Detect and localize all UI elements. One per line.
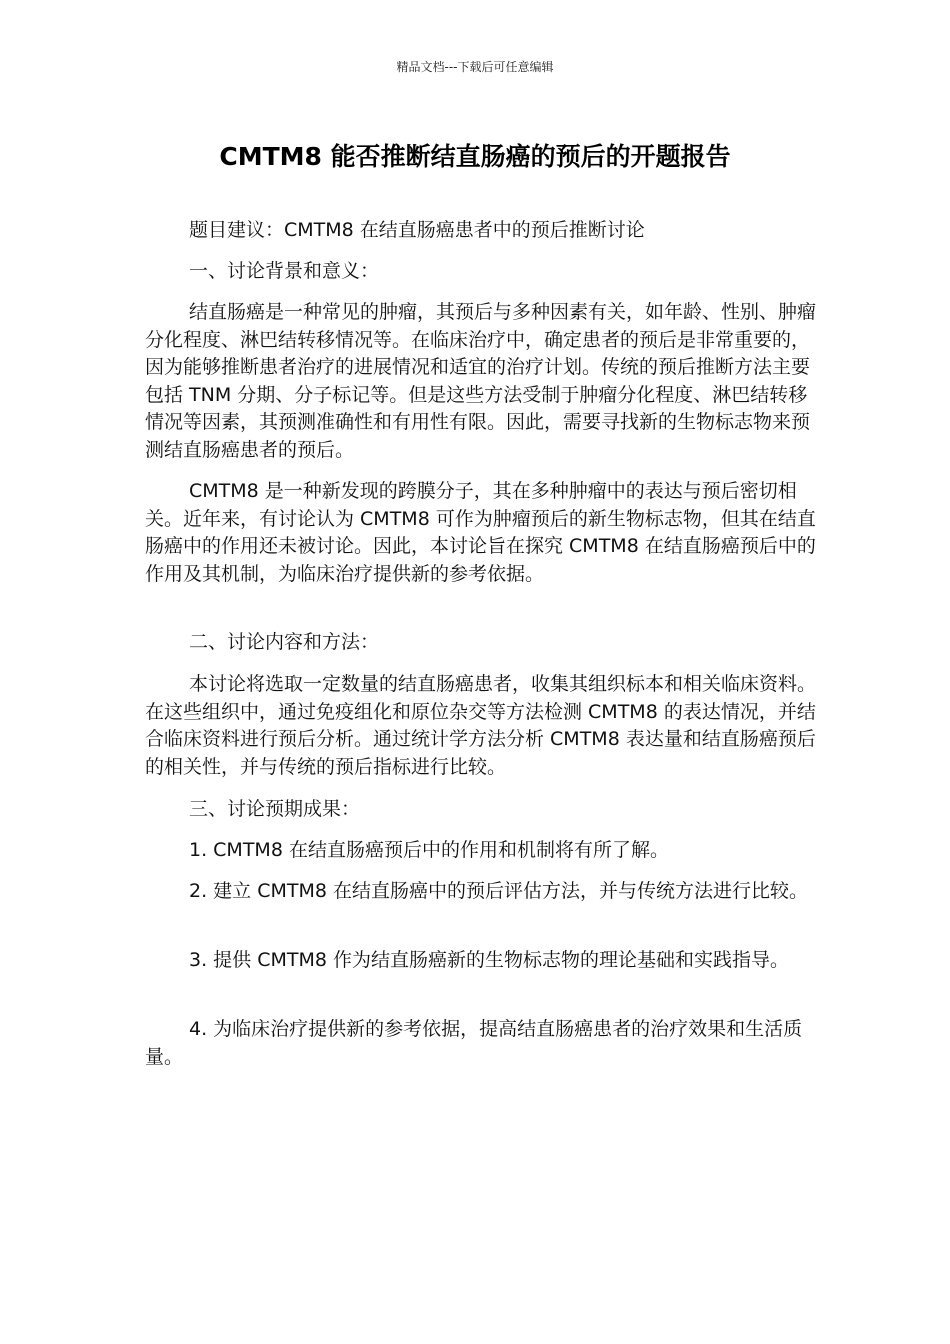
outcome-item: 4. 为临床治疗提供新的参考依据，提高结直肠癌患者的治疗效果和生活质量。 (145, 1018, 803, 1068)
methods-paragraph: 本讨论将选取一定数量的结直肠癌患者，收集其组织标本和相关临床资料。在这些组织中，通过免疫组化和原位杂交等方法检测 CMTM8 的表达情况，并结合临床资料进行预后分析。通过统计学方法分析 CMTM8 表达量和结直肠癌预后的相关性，并与传统的预后指标进行比较。 (145, 673, 817, 778)
background-paragraph: 结直肠癌是一种常见的肿瘤，其预后与多种因素有关，如年龄、性别、肿瘤分化程度、淋巴结转移情况等。在临床治疗中，确定患者的预后是非常重要的，因为能够推断患者治疗的进展情况和适宜的治疗计划。传统的预后推断方法主要包括 TNM 分期、分子标记等。但是这些方法受制于肿瘤分化程度、淋巴结转移情况等因素，其预测准确性和有用性有限。因此，需要寻找新的生物标志物来预测结直肠癌患者的预后。 (145, 301, 817, 461)
topic-paragraph: 题目建议：CMTM8 在结直肠癌患者中的预后推断讨论 (189, 219, 645, 241)
header-note: 精品文档---下载后可任意编辑 (396, 60, 554, 74)
document-title: CMTM8 能否推断结直肠癌的预后的开题报告 (219, 142, 731, 171)
section-heading-background: 一、讨论背景和意义： (189, 260, 380, 282)
cmtm8-paragraph: CMTM8 是一种新发现的跨膜分子，其在多种肿瘤中的表达与预后密切相关。近年来，有讨论认为 CMTM8 可作为肿瘤预后的新生物标志物，但其在结直肠癌中的作用还未被讨论。因此，本讨论旨在探究 CMTM8 在结直肠癌预后中的作用及其机制，为临床治疗提供新的参考依据。 (145, 480, 816, 585)
outcome-item: 2. 建立 CMTM8 在结直肠癌中的预后评估方法，并与传统方法进行比较。 (189, 880, 808, 902)
outcome-item: 3. 提供 CMTM8 作为结直肠癌新的生物标志物的理论基础和实践指导。 (189, 949, 789, 971)
outcome-item: 1. CMTM8 在结直肠癌预后中的作用和机制将有所了解。 (189, 839, 669, 861)
section-heading-methods: 二、讨论内容和方法： (189, 631, 380, 653)
section-heading-outcomes: 三、讨论预期成果： (189, 798, 361, 820)
